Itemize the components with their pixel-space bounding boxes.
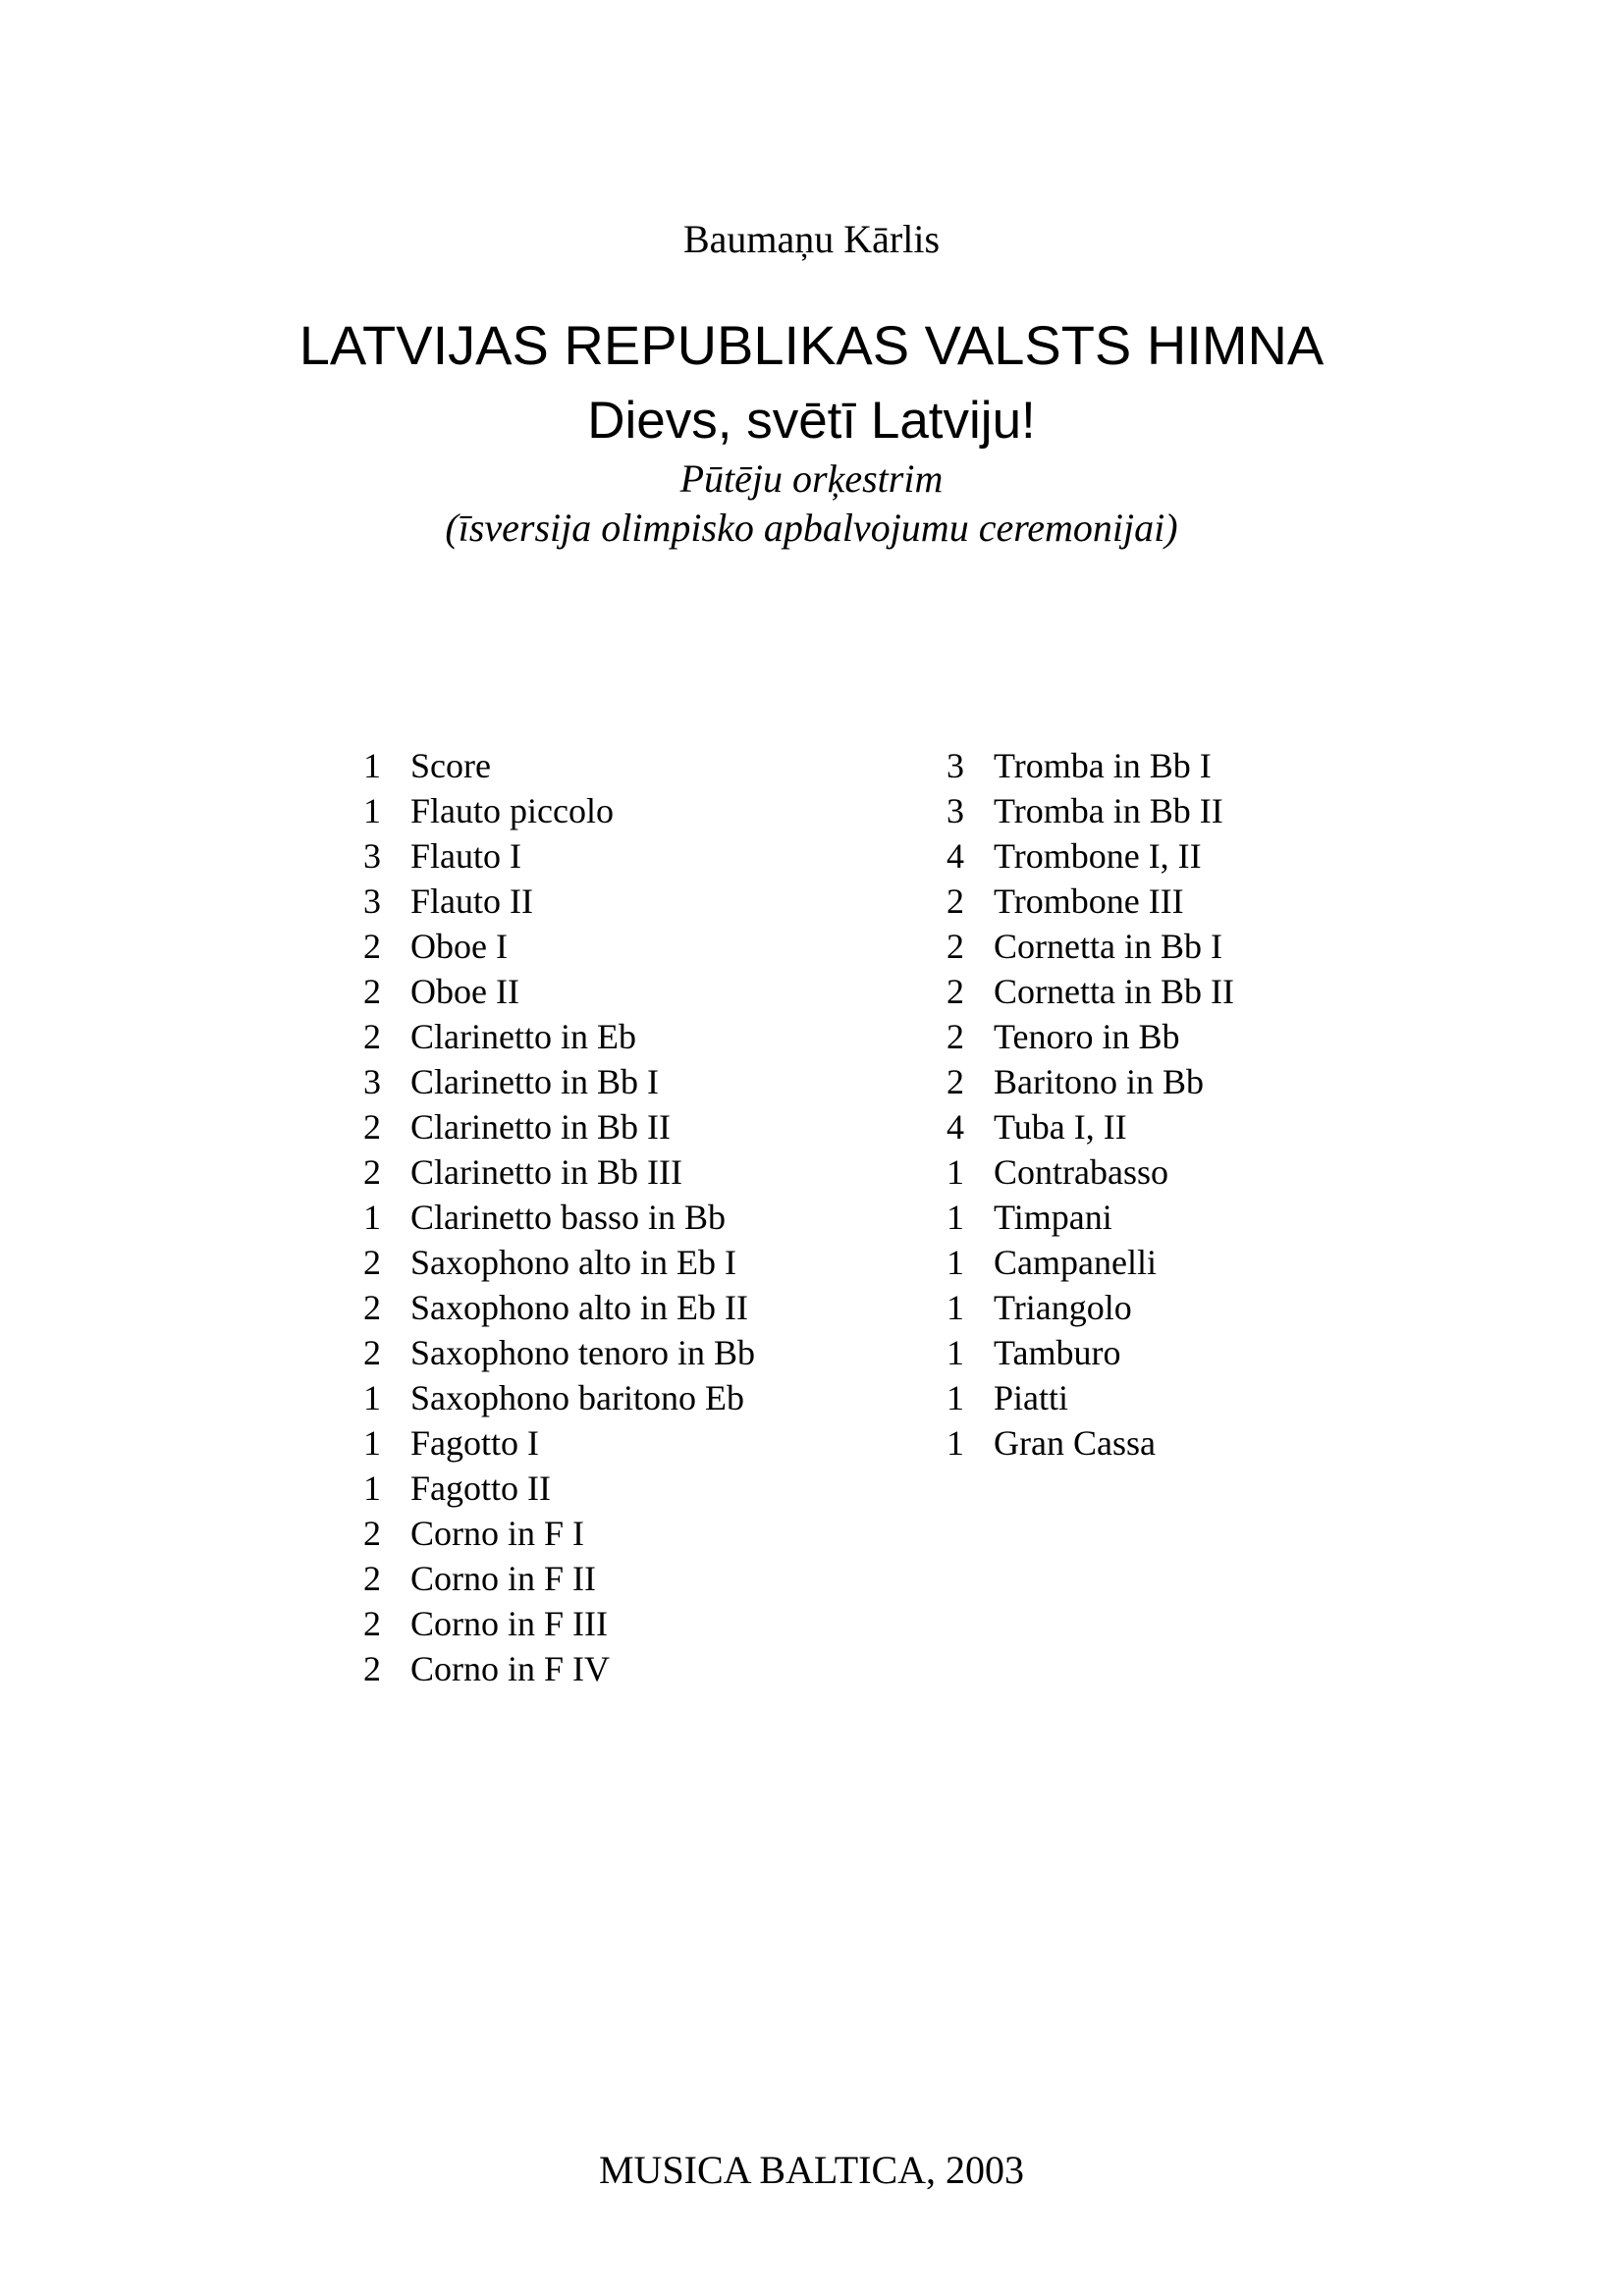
part-name: Flauto I [410, 836, 521, 876]
part-row [363, 1285, 755, 1330]
part-name: Corno in F I [410, 1514, 585, 1553]
scoring-description: Pūtēju orķestrim [679, 456, 944, 501]
part-quantity: 2 [363, 1243, 381, 1282]
part-row [363, 1059, 755, 1104]
part-quantity: 2 [363, 927, 381, 966]
parts-list-left [363, 743, 755, 1691]
part-name: Corno in F III [410, 1604, 608, 1643]
part-quantity: 2 [947, 1017, 964, 1056]
part-name: Clarinetto in Bb I [410, 1062, 659, 1101]
part-quantity: 1 [947, 1288, 964, 1327]
composer-name: Baumaņu Kārlis [682, 217, 941, 261]
part-name: Fagotto II [410, 1468, 551, 1508]
part-row [947, 1195, 1234, 1240]
part-name: Saxophono alto in Eb I [410, 1243, 736, 1282]
part-row [947, 743, 1234, 788]
part-quantity: 1 [947, 1333, 964, 1372]
part-name: Gran Cassa [994, 1423, 1156, 1463]
parts-list-right [947, 743, 1234, 1466]
part-row [363, 1014, 755, 1059]
part-quantity: 1 [363, 746, 381, 785]
part-quantity: 3 [947, 746, 964, 785]
part-name: Oboe I [410, 927, 508, 966]
part-row [947, 1240, 1234, 1285]
part-row [947, 969, 1234, 1014]
part-row [363, 1420, 755, 1466]
part-row [363, 833, 755, 879]
part-name: Clarinetto in Eb [410, 1017, 636, 1056]
part-row [947, 833, 1234, 879]
part-row [363, 1646, 755, 1691]
part-name: Trombone I, II [994, 836, 1202, 876]
anthem-title: LATVIJAS REPUBLIKAS VALSTS HIMNA [298, 314, 1325, 376]
publisher-imprint: MUSICA BALTICA, 2003 [598, 2148, 1025, 2192]
part-row [947, 788, 1234, 833]
part-name: Clarinetto in Bb III [410, 1152, 682, 1192]
part-row [947, 1285, 1234, 1330]
part-name: Triangolo [994, 1288, 1132, 1327]
part-row [363, 969, 755, 1014]
part-name: Tromba in Bb II [994, 791, 1223, 830]
part-name: Fagotto I [410, 1423, 539, 1463]
part-name: Piatti [994, 1378, 1069, 1417]
part-quantity: 3 [363, 1062, 381, 1101]
part-quantity: 2 [363, 1017, 381, 1056]
part-name: Corno in F II [410, 1559, 596, 1598]
part-quantity: 1 [363, 1198, 381, 1237]
part-quantity: 2 [363, 1333, 381, 1372]
part-row [363, 1601, 755, 1646]
part-name: Oboe II [410, 972, 519, 1011]
part-name: Timpani [994, 1198, 1112, 1237]
part-name: Campanelli [994, 1243, 1157, 1282]
part-row [363, 1240, 755, 1285]
part-row [947, 1059, 1234, 1104]
part-quantity: 1 [363, 1423, 381, 1463]
version-description: (īsversija olimpisko apbalvojumu ceremonijai) [445, 506, 1178, 550]
part-row [363, 1375, 755, 1420]
part-quantity: 3 [363, 881, 381, 921]
part-row [947, 1014, 1234, 1059]
part-row [947, 1104, 1234, 1149]
part-row [947, 879, 1234, 924]
part-quantity: 1 [947, 1243, 964, 1282]
part-quantity: 4 [947, 836, 964, 876]
part-row [363, 1556, 755, 1601]
part-name: Clarinetto in Bb II [410, 1107, 671, 1147]
part-row [363, 1149, 755, 1195]
part-row [363, 743, 755, 788]
part-quantity: 1 [947, 1423, 964, 1463]
part-quantity: 1 [947, 1378, 964, 1417]
part-name: Flauto piccolo [410, 791, 614, 830]
part-quantity: 2 [363, 1649, 381, 1688]
part-name: Contrabasso [994, 1152, 1168, 1192]
part-quantity: 2 [363, 972, 381, 1011]
part-quantity: 2 [363, 1604, 381, 1643]
part-row [363, 788, 755, 833]
part-name: Saxophono baritono Eb [410, 1378, 744, 1417]
part-quantity: 1 [947, 1198, 964, 1237]
part-name: Flauto II [410, 881, 533, 921]
part-name: Corno in F IV [410, 1649, 611, 1688]
part-row [363, 1195, 755, 1240]
part-row [363, 1330, 755, 1375]
part-row [947, 1330, 1234, 1375]
part-quantity: 2 [363, 1288, 381, 1327]
part-quantity: 2 [363, 1152, 381, 1192]
part-row [363, 879, 755, 924]
part-name: Score [410, 746, 491, 785]
part-row [947, 1149, 1234, 1195]
part-quantity: 1 [947, 1152, 964, 1192]
part-name: Saxophono tenoro in Bb [410, 1333, 755, 1372]
part-row [363, 924, 755, 969]
part-row [947, 1420, 1234, 1466]
anthem-subtitle: Dievs, svētī Latviju! [587, 392, 1036, 450]
part-quantity: 2 [947, 1062, 964, 1101]
part-quantity: 2 [947, 927, 964, 966]
part-row [947, 1375, 1234, 1420]
part-quantity: 2 [363, 1559, 381, 1598]
part-quantity: 2 [947, 881, 964, 921]
part-name: Baritono in Bb [994, 1062, 1204, 1101]
part-quantity: 2 [947, 972, 964, 1011]
part-name: Clarinetto basso in Bb [410, 1198, 726, 1237]
part-row [947, 924, 1234, 969]
part-row [363, 1466, 755, 1511]
part-name: Tamburo [994, 1333, 1121, 1372]
part-name: Tromba in Bb I [994, 746, 1212, 785]
part-row [363, 1104, 755, 1149]
part-name: Cornetta in Bb II [994, 972, 1234, 1011]
part-quantity: 1 [363, 791, 381, 830]
part-name: Trombone III [994, 881, 1184, 921]
part-row [363, 1511, 755, 1556]
part-quantity: 3 [363, 836, 381, 876]
part-quantity: 2 [363, 1514, 381, 1553]
part-quantity: 2 [363, 1107, 381, 1147]
part-quantity: 3 [947, 791, 964, 830]
part-name: Cornetta in Bb I [994, 927, 1222, 966]
part-quantity: 1 [363, 1378, 381, 1417]
part-name: Tenoro in Bb [994, 1017, 1180, 1056]
part-quantity: 4 [947, 1107, 964, 1147]
part-name: Saxophono alto in Eb II [410, 1288, 748, 1327]
part-name: Tuba I, II [994, 1107, 1127, 1147]
part-quantity: 1 [363, 1468, 381, 1508]
